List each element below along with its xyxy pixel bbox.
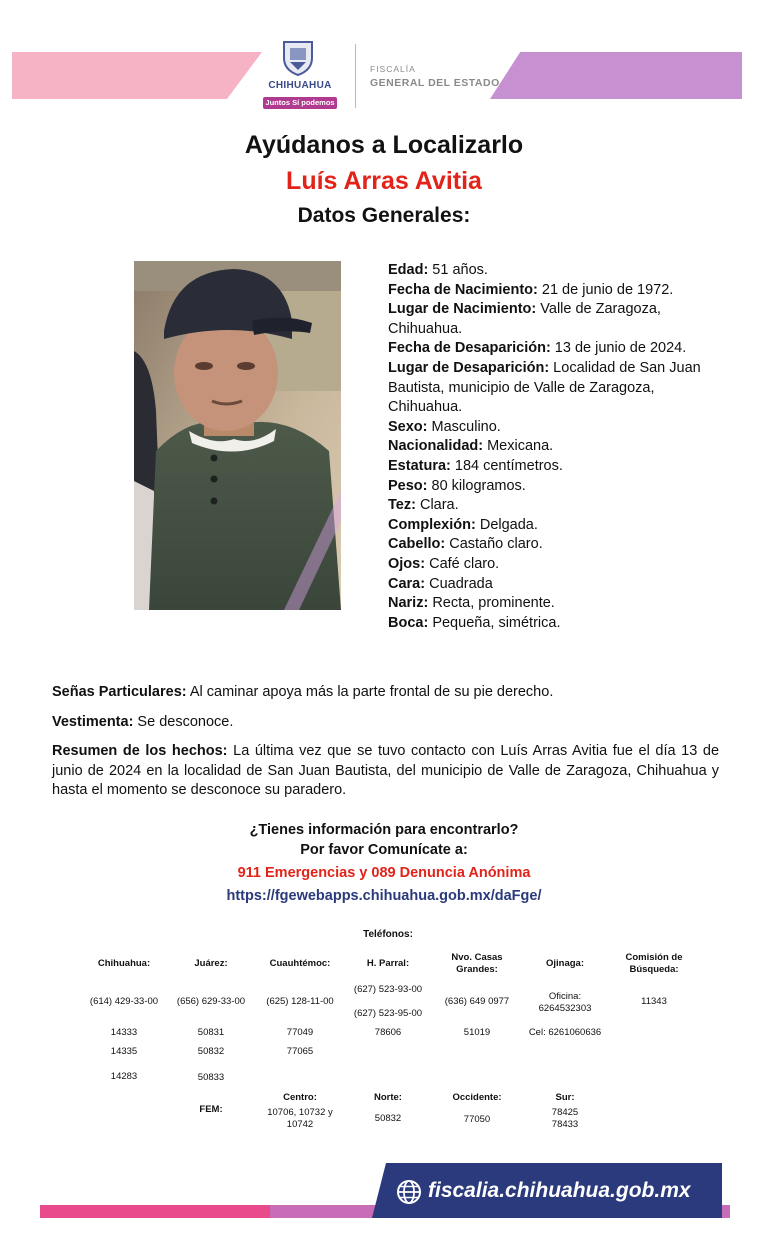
fact-row (388, 281, 728, 301)
header-ojinaga: Ojinaga: (545, 958, 584, 969)
fact-value: Clara. (415, 497, 459, 514)
fact-row (388, 516, 728, 536)
fact-value: Pequeña, simétrica. (428, 614, 561, 631)
fact-row (388, 594, 728, 614)
fem-centro-numbers (256, 1107, 344, 1130)
state-name: CHIHUAHUA (268, 80, 332, 91)
fact-value: Cuadrada (425, 575, 493, 592)
fem-centro-line1: 10706, 10732 y (267, 1107, 333, 1118)
header-band-pink (12, 52, 262, 99)
fem-label: FEM: (199, 1104, 223, 1115)
ext-casas-1: 51019 (463, 1027, 491, 1038)
fact-label: Fecha de Desaparición: (388, 340, 551, 357)
footer-url[interactable]: fiscalia.chihuahua.gob.mx (428, 1179, 691, 1202)
ext-parral-1: 78606 (374, 1027, 402, 1038)
fact-label: Lugar de Nacimiento: (388, 301, 537, 318)
missing-person-name: Luís Arras Avitia (286, 167, 482, 195)
report-link[interactable]: https://fgewebapps.chihuahua.gob.mx/daFge/ (226, 888, 542, 904)
ext-cuauhtemoc-2: 77065 (286, 1046, 314, 1057)
fact-label: Peso: (388, 477, 428, 494)
fact-row (388, 339, 728, 359)
fem-occidente-label: Occidente: (452, 1092, 502, 1103)
fact-label: Edad: (388, 262, 429, 278)
agency-line-2: GENERAL DEL ESTADO (370, 77, 500, 89)
header-casas-line2: Grandes: (456, 963, 498, 975)
fact-row (388, 300, 728, 339)
fact-label: Lugar de Desaparición: (388, 359, 550, 376)
fact-row (388, 614, 728, 634)
phones-title: Teléfonos: (363, 929, 413, 940)
fact-label: Cara: (388, 575, 426, 592)
header-comision-line1: Comisión de (625, 952, 683, 963)
phone-parral-2: (627) 523-95-00 (353, 1008, 423, 1019)
fact-label: Ojos: (388, 555, 426, 572)
fem-sur-line1: 78425 (551, 1107, 579, 1118)
fact-row (388, 457, 728, 477)
fact-label: Boca: (388, 614, 429, 631)
fact-value: Castaño claro. (445, 536, 543, 553)
person-photo (134, 261, 341, 610)
distinguishing-marks-value: Al caminar apoya más la parte frontal de su pie derecho. (186, 684, 554, 700)
agency-line-1: FISCALÍA (370, 64, 416, 74)
fact-value: 51 años. (428, 262, 488, 278)
fact-row (388, 477, 728, 497)
fact-value: Valle de Zaragoza, Chihuahua. (388, 301, 661, 337)
fact-label: Nacionalidad: (388, 438, 484, 455)
fact-row (388, 555, 728, 575)
phone-comision: 11343 (641, 996, 667, 1007)
header-parral: H. Parral: (366, 958, 410, 969)
fact-value: Localidad de San Juan Bautista, municipio de Valle de Zaragoza, Chihuahua. (388, 359, 701, 416)
header-divider (355, 44, 356, 108)
ojinaga-office-label: Oficina: (548, 991, 582, 1002)
ext-juarez-3: 50833 (197, 1072, 225, 1083)
fact-label: Sexo: (388, 418, 428, 435)
phone-juarez-main: (656) 629-33-00 (176, 996, 246, 1007)
fem-sur-label: Sur: (555, 1092, 575, 1103)
fact-row (388, 575, 728, 595)
fact-label: Nariz: (388, 595, 429, 612)
header-juarez: Juárez: (194, 958, 228, 969)
fact-value: 184 centímetros. (450, 457, 563, 474)
clothing-value: Se desconoce. (133, 714, 234, 730)
contact-question: ¿Tienes información para encontrarlo? (249, 822, 519, 838)
fact-value: Masculino. (427, 418, 501, 435)
header-band-purple (490, 52, 742, 99)
fact-label: Tez: (388, 497, 416, 514)
ojinaga-office-number: 6264532303 (538, 1002, 592, 1014)
general-data-list (388, 261, 728, 633)
phone-casas-main: (636) 649 0977 (444, 996, 510, 1007)
ext-juarez-1: 50831 (197, 1027, 225, 1038)
phone-parral-1: (627) 523-93-00 (353, 984, 423, 995)
facts-summary-label: Resumen de los hechos: (52, 743, 228, 759)
fact-row (388, 418, 728, 438)
fact-row (388, 437, 728, 457)
fact-label: Fecha de Nacimiento: (388, 281, 538, 298)
fem-centro-line2: 10742 (286, 1118, 314, 1130)
ext-cuauhtemoc-1: 77049 (286, 1027, 314, 1038)
clothing (52, 713, 719, 733)
fact-row (388, 535, 728, 555)
facts-summary-value: La última vez que se tuvo contacto con Luís Arras Avitia fue el día 13 de junio de 2024 en la localidad de San Juan Bautista, del municipio de Valle de Zaragoza, Chihuahua y hasta el momento se desconoce su paradero. (52, 743, 720, 799)
fact-label: Complexión: (388, 516, 476, 533)
distinguishing-marks (52, 683, 719, 703)
fact-value: Delgada. (475, 516, 538, 533)
fact-label: Cabello: (388, 536, 446, 553)
clothing-label: Vestimenta: (52, 714, 134, 730)
fact-value: Recta, prominente. (428, 595, 555, 612)
phone-ojinaga-office (521, 991, 609, 1014)
phone-cuauhtemoc-main: (625) 128-11-00 (266, 996, 334, 1007)
fact-value: Café claro. (425, 555, 500, 572)
state-shield-icon (282, 40, 314, 76)
section-title: Datos Generales: (297, 204, 471, 227)
ext-chihuahua-3: 14283 (110, 1071, 138, 1082)
fem-centro-label: Centro: (283, 1092, 317, 1103)
fact-label: Estatura: (388, 457, 451, 474)
fact-value: 21 de junio de 1972. (537, 281, 674, 298)
contact-please: Por favor Comunícate a: (300, 842, 468, 858)
ext-chihuahua-2: 14335 (110, 1046, 138, 1057)
ext-juarez-2: 50832 (197, 1046, 225, 1057)
fem-norte-label: Norte: (374, 1092, 402, 1103)
fact-row (388, 261, 728, 281)
slogan-badge: Juntos Sí podemos (263, 97, 337, 109)
header-casas (433, 952, 521, 975)
fact-value: 13 de junio de 2024. (550, 340, 687, 357)
fem-sur-numbers (521, 1107, 609, 1130)
header-casas-line1: Nvo. Casas (451, 952, 503, 963)
emergency-numbers: 911 Emergencias y 089 Denuncia Anónima (237, 865, 531, 881)
fact-row (388, 496, 728, 516)
header-comision (608, 952, 700, 975)
phone-ojinaga-cell: Cel: 6261060636 (528, 1027, 602, 1038)
fact-row (388, 359, 728, 418)
distinguishing-marks-label: Señas Particulares: (52, 684, 187, 700)
header-comision-line2: Búsqueda: (629, 963, 679, 975)
facts-summary (52, 742, 719, 801)
ext-chihuahua-1: 14333 (110, 1027, 138, 1038)
header-chihuahua: Chihuahua: (97, 958, 151, 969)
globe-icon (396, 1179, 422, 1205)
fact-value: Mexicana. (483, 438, 554, 455)
fact-value: 80 kilogramos. (427, 477, 526, 494)
phone-chihuahua-main: (614) 429-33-00 (89, 996, 159, 1007)
fem-norte-number: 50832 (374, 1113, 402, 1124)
fem-sur-line2: 78433 (551, 1118, 579, 1130)
page-title: Ayúdanos a Localizarlo (244, 131, 524, 159)
fem-occidente-number: 77050 (463, 1114, 491, 1125)
header-cuauhtemoc: Cuauhtémoc: (269, 958, 331, 969)
